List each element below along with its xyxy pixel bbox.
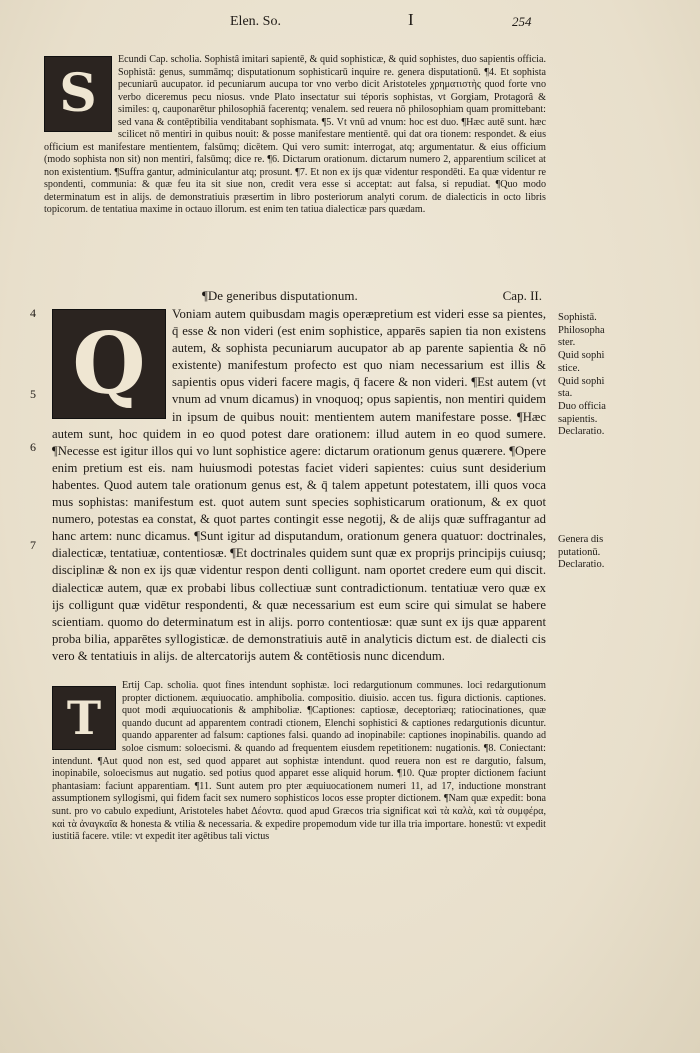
marginal-note: sta. <box>558 388 573 400</box>
marginal-note: Quid sophi <box>558 375 605 387</box>
book-number: I <box>408 10 414 29</box>
marginal-note: Declaratio. <box>558 426 605 438</box>
decorated-initial-q: Q <box>52 309 166 419</box>
marginal-note: putationū. <box>558 546 601 558</box>
marginal-note: Philosopha <box>558 324 605 336</box>
marginal-note: Sophistā. <box>558 312 597 323</box>
scholia-block-chapter-3 <box>52 680 546 844</box>
scholia-text: Ecundi Cap. scholia. Sophistâ imitari sapientē, & quid sophisticæ, & quid sophistes, duo sapientis officia. Sophistā: genus, summāmq; disputationum sophisticarū inquire re. genera disputationū. ¶4. Et sophista pecuniarū aucupator. id pecuniarum aucupa tor vno verbo dicit Aristoteles χρηματιστὴς quod forte vno verbo diceremus pecu niosus. vnde Plato insectatur sui téporis sophistas, vt Gorgiam, Protagorâ & similes: q, cauponarētur philosophiā facerentq; venalem. sed reuera nō philosophiam quam promittebant: sed vana & contēptibilia venditabant sophismata. ¶5. Vt vnū ad vnum: hoc est duo. ¶Hæc autē sunt. hæc scilicet nō mentiri in quibus nouit: & posse manifestare mentientē. qui dat ora tionem: respondet. & eius officium est manifestare mentientem, falsūmq; dicētem. Qui vero sumit: interrogat, atq; argumentatur. & eius officium (modo sophista non sit) non mentiri, falsūmq; dice re. ¶6. Dictarum orationum. dictarum numero 2, apparentium scilicet at non existentium. ¶Suffra gantur, adminiculantur atq; prosunt. ¶7. Et non ex ijs quæ videntur respondēti. Ea quæ videntur re spondenti, communia: & quæ feu ita sit siue non, credit vera esse si acceptat: aut falsa, si repudiat. ¶Quo modo determinatum est in alijs. de demonstratiuis præsertim in libro posteriorum analyti corum. de dialecticis in octo libris topicorum. de tentatiua maxime in octauo illorum. est enim ten tatiua dialecticæ pars quædam. <box>44 54 546 215</box>
marginal-note: stice. <box>558 362 580 374</box>
margin-number-4: 4 <box>30 306 36 320</box>
decorated-initial-t: T <box>52 686 116 750</box>
running-header <box>0 6 700 32</box>
marginal-note: Declaratio. <box>558 559 605 571</box>
marginal-note: Duo officia <box>558 400 606 412</box>
margin-number-5: 5 <box>30 387 36 401</box>
margin-number-7: 7 <box>30 538 36 552</box>
folio-number: 254 <box>512 14 532 29</box>
main-text-body: Voniam autem quibusdam magis operæpretium est videri esse sa pientes, q̄ esse & non videri (est enim sophistice, apparēs sapien tia non existens autem, & sophista pecuniarum aucupator ab ap parente sapientia & nō existente) manifestum profecto est quo niam necessarium est illis & sapientis opus videri facere magis, q̄ facere & non videri. ¶Est autem (vt vnum ad vnum dicamus) in vnoquoq; opus sapientis, non mentiri quidem in ipsum de quibus nouit: mentientem autem manifestare posse. ¶Hæc autem sunt, hoc quidem in eo quod potest dare orationem: illud autem in eo quod sumere. ¶Necesse est igitur illos qui vo lunt sophistice agere: dictarum orationum genus quærere. ¶Opere enim pretium est eis. nam huiusmodi potestas faciet videri sapientes: cuius sunt desiderium habentes. Quod autem tale orationum genus est, & q̄ talem appetunt potestatem, illi quos voca mus sophistas: manifestum est. quot autem sunt species sophisticarum orationum, & ex quot numero, potestas ea constat, & quot partes contingit esse negotij, & de alijs quæ suffragantur ad hanc artem: nunc dicamus. ¶Sunt igitur ad disputandum, orationum genera quatuor: doctrinales, dialecticæ, tentatiuæ, contentiosæ. ¶Et doctrinales quidem sunt quæ ex proprijs principijs cuiusq; disciplinæ & non ex ijs quæ videntur respon denti colligunt. nam oportet credere eum qui discit. dialecticæ autem, quæ ex probabi libus collectiuæ sunt contradictionum. tentatiuæ vero quæ ex ijs colligunt quæ vidētur respondenti, & quæ necessarium est eum scire qui simulat se habere scientiam. quomo do determinatum est in alijs. porro contentiosæ: quæ sunt ex ijs quæ apparent proba bilia, apparētes syllogisticæ. de demonstratiuis autē in analyticis dictum est. de dialecti cis vero & tentatiuis in alijs. de altercatorijs autem & contētiosis nunc dicendum. <box>52 307 546 663</box>
marginal-note: sapientis. <box>558 413 598 425</box>
marginal-note: Genera dis <box>558 534 604 545</box>
margin-number-6: 6 <box>30 440 36 454</box>
main-text-chapter-2 <box>52 306 546 665</box>
marginal-notes-1 <box>558 312 678 439</box>
decorated-initial-s: S <box>44 56 112 132</box>
scholia-block-chapter-2 <box>44 54 546 217</box>
running-head-title: Elen. So. <box>230 14 281 29</box>
scholia-text: Ertij Cap. scholia. quot fines intendunt sophistæ. loci redargutionum communes. loci redargutionum propter dictionem. æquiuocatio. amphibolia. compositio. diuisio. accen tus. figura dictionis. captiones. quot modi æquiuocationis & amphiboliæ. ¶Captiones: captiosæ, deceptoriæq; ratiocinationes, quæ quando ducunt ad apparentem contradi ctionem, Elenchi sophistici & captiones redargutionis dicuntur. quando apparenter ad falsum: captiones falsi. quando ad inopinabile: captiones inopinabilis. quando ad soloe cismum: soloecismi. & quando ad frequentem eiusdem repetitionem: nugationis. ¶8. Coniectant: intendunt. ¶Aut quod non est, sed quod apparet aut sophistæ intendunt. quod reuera non est re dargutio, falsum, inopinabile, soloecismus aut nugatio. sed potius quod apparet esse aliquid horum. ¶10. Quæ propter dictionem faciunt phantasiam: faciunt apparentiam. ¶11. Sunt autem pro pter æquiuocationem numeri 11, ad 17, inductione monstrant assumptionem syllogismi, qui fidem facit sex numero sophisticos locos esse propter dictionem. ¶Nam quæ expedit: bona sunt. pro vo cabulo expediunt, Aristoteles habet Δέοντα. quod apud Græcos tria significat καὶ τὰ καλὰ, καὶ τὰ συμφέρα, καὶ τὰ ἀναγκαῖα & honesta & vtilia & necessaria. & expedire propemodum vide tur illa tria importare. honestū: vt expedit iustitiā facere. vtile: vt expedit iter agētibus tali victus <box>52 680 546 843</box>
marginal-notes-2 <box>558 534 678 572</box>
marginal-note: Quid sophi <box>558 350 605 362</box>
marginal-note: ster. <box>558 337 576 349</box>
chapter-title: ¶De generibus disputationum. <box>202 288 358 303</box>
chapter-number: Cap. II. <box>502 288 542 303</box>
